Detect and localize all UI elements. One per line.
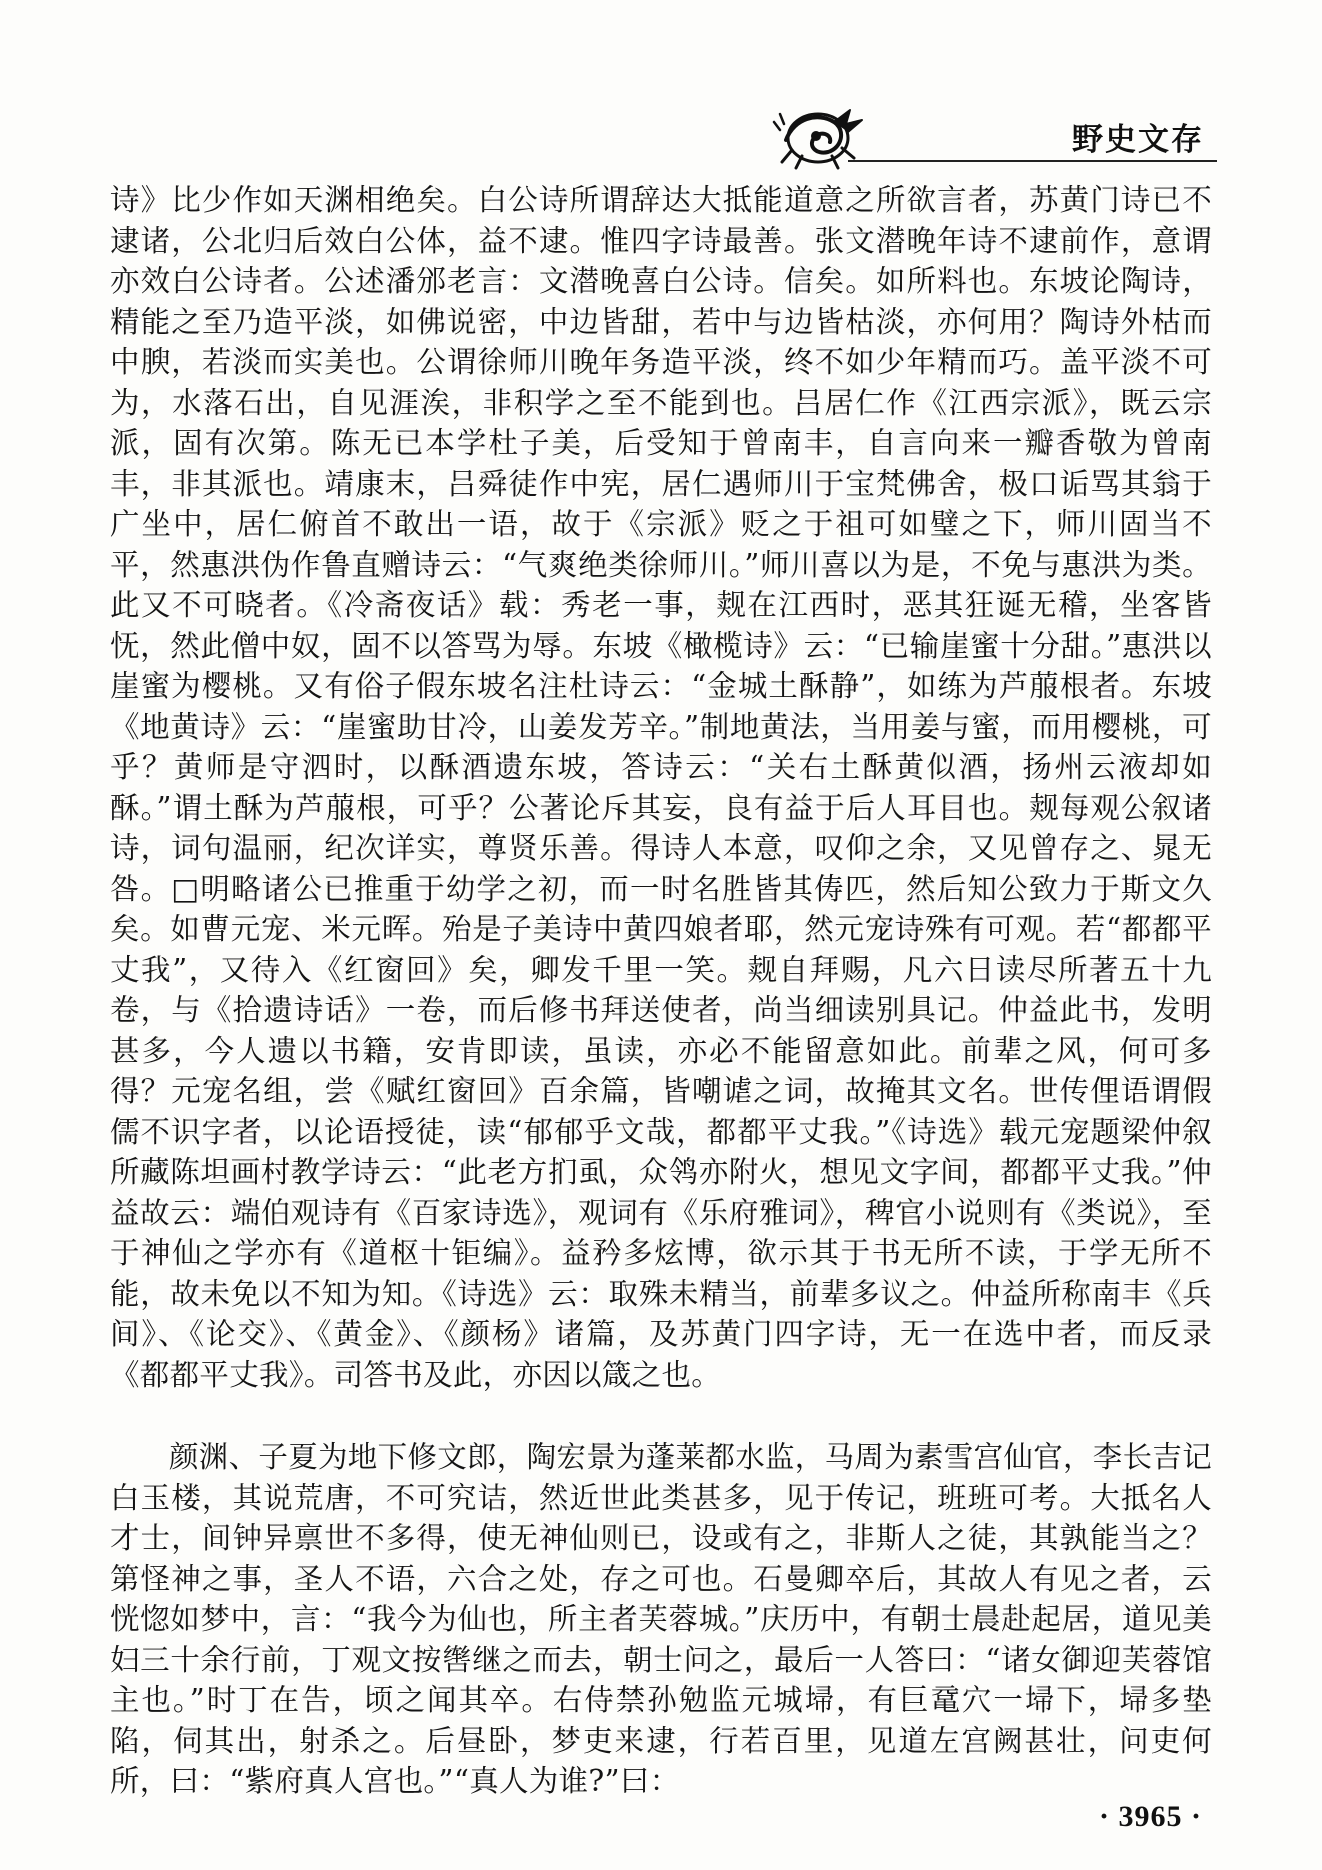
running-header-title: 野史文存 xyxy=(1072,122,1204,158)
body-text xyxy=(110,180,1212,1802)
header-divider xyxy=(848,160,1217,162)
paragraph-1: 诗》比少作如天渊相绝矣。白公诗所谓辞达大抵能道意之所欲言者，苏黄门诗已不逮诸，公北归后效白公体，益不逮。惟四字诗最善。张文潜晚年诗不逮前作，意谓亦效白公诗者。公述潘邠老言：文潜晚喜白公诗。信矣。如所料也。东坡论陶诗，精能之至乃造平淡，如佛说密，中边皆甜，若中与边皆枯淡，亦何用？陶诗外枯而中腴，若淡而实美也。公谓徐师川晚年务造平淡，终不如少年精而巧。盖平淡不可为，水落石出，自见涯涘，非积学之至不能到也。吕居仁作《江西宗派》，既云宗派，固有次第。陈无已本学杜子美，后受知于曾南丰，自言向来一瓣香敬为曾南丰，非其派也。靖康末，吕舜徒作中宪，居仁遇师川于宝梵佛舍，极口诟骂其翁于广坐中，居仁俯首不敢出一语，故于《宗派》贬之于祖可如璧之下，师川固当不平，然惠洪伪作鲁直赠诗云：“气爽绝类徐师川。”师川喜以为是，不免与惠洪为类。此又不可晓者。《冷斋夜话》载：秀老一事，觌在江西时，恶其狂诞无稽，坐客皆怃，然此僧中奴，固不以答骂为辱。东坡《橄榄诗》云：“已输崖蜜十分甜。”惠洪以崖蜜为樱桃。又有俗子假东坡名注杜诗云：“金城土酥静”，如练为芦菔根者。东坡《地黄诗》云：“崖蜜助甘冷，山姜发芳辛。”制地黄法，当用姜与蜜，而用樱桃，可乎？黄师是守泗时，以酥酒遗东坡，答诗云：“关右土酥黄似酒，扬州云液却如酥。”谓土酥为芦菔根，可乎？公著论斥其妄，良有益于后人耳目也。觌每观公叙诸诗，词句温丽，纪次详实，尊贤乐善。得诗人本意，叹仰之余，又见曾存之、晁无咎。□明略诸公已推重于幼学之初，而一时名胜皆其俦匹，然后知公致力于斯文久矣。如曹元宠、米元晖。殆是子美诗中黄四娘者耶，然元宠诗殊有可观。若“都都平丈我”，又待入《红窗回》矣，卿发千里一笑。觌自拜赐，凡六日读尽所著五十九卷，与《拾遗诗话》一卷，而后修书拜送使者，尚当细读别具记。仲益此书，发明甚多，今人遗以书籍，安肯即读，虽读，亦必不能留意如此。前辈之风，何可多得？元宠名组，尝《赋红窗回》百余篇，皆嘲谑之词，故掩其文名。世传俚语谓假儒不识字者，以论语授徒，读“郁郁乎文哉，都都平丈我。”《诗选》载元宠题梁仲叙所藏陈坦画村教学诗云：“此老方扪虱，众鸰亦附火，想见文字间，都都平丈我。”仲益故云：端伯观诗有《百家诗选》，观词有《乐府雅词》，稗官小说则有《类说》，至于神仙之学亦有《道枢十钜编》。益矜多炫博，欲示其于书无所不读，于学无所不能，故未免以不知为知。《诗选》云：取殊未精当，前辈多议之。仲益所称南丰《兵间》、《论交》、《黄金》、《颜杨》诸篇，及苏黄门四字诗，无一在选中者，而反录《都都平丈我》。司答书及此，亦因以箴之也。 xyxy=(110,183,1212,1392)
page-number: · 3965 · xyxy=(1098,1800,1202,1833)
paragraph-2: 颜渊、子夏为地下修文郎，陶宏景为蓬莱都水监，马周为素雪宫仙官，李长吉记白玉楼，其说荒唐，不可究诘，然近世此类甚多，见于传记，班班可考。大抵名人才士，间钟异禀世不多得，使无神仙则已，设或有之，非斯人之徒，其孰能当之？第怪神之事，圣人不语，六合之处，存之可也。石曼卿卒后，其故人有见之者，云恍惚如梦中，言：“我今为仙也，所主者芙蓉城。”庆历中，有朝士晨赴起居，道见美妇三十余行前，丁观文按辔继之而去，朝士问之，最后一人答曰：“诸女御迎芙蓉馆主也。”时丁在告，顷之闻其卒。右侍禁孙勉监元城埽，有巨鼋穴一埽下，埽多垫陷，伺其出，射杀之。后昼卧，梦吏来逮，行若百里，见道左宫阙甚壮，问吏何所，曰：“紫府真人宫也。”“真人为谁?”曰： xyxy=(110,1440,1213,1798)
